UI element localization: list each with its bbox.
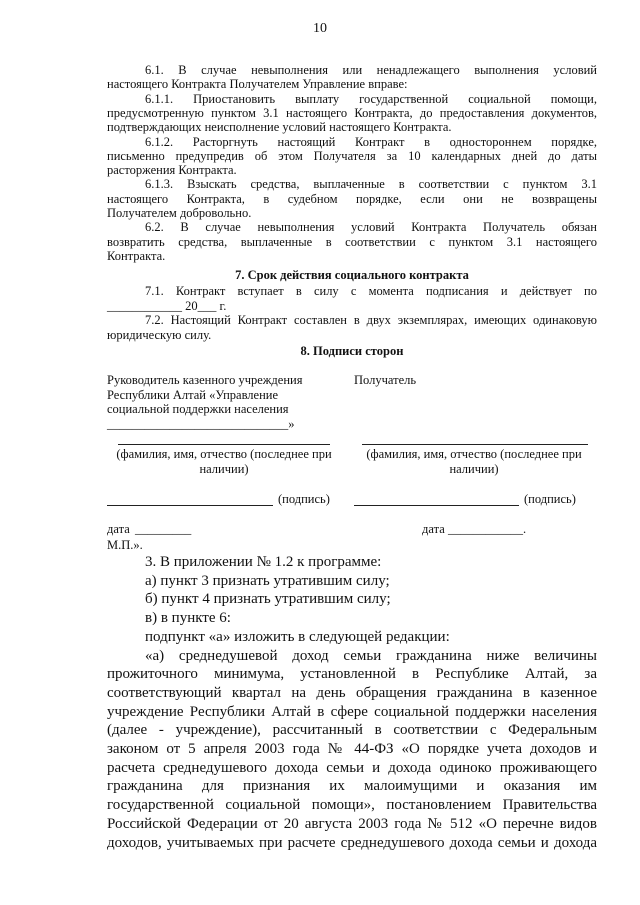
name-caption-line: (фамилия, имя, отчество (последнее при [366,447,582,461]
text-line: настоящего Контракта, в судебном порядке, если они не возвращены [107,191,597,206]
left-date-label: дата [107,522,130,536]
text-line: расчета среднедушевого дохода семьи и дохода одиноко проживающего [107,759,597,776]
right-date-label: дата [422,522,445,536]
name-caption-line: наличии) [449,461,499,476]
left-org-line: Республики Алтай «Управление [107,387,279,402]
text-line: возвратить средства, выплаченные в соответствии с пунктом 3.1 настоящего [107,234,597,249]
left-org-line: социальной поддержки населения [107,402,289,416]
text-line: расторжения Контракта. [107,163,237,178]
amendments-section [107,553,597,853]
contract-section-6 [107,63,597,263]
text-line: Получателем добровольно. [107,206,252,220]
text-line: настоящего Контракта Получателем Управление вправе: [107,77,408,92]
recipient-label [354,373,416,388]
recipient-label-text: Получатель [354,373,417,387]
text-line: письменно предупредив об этом Получателя за 10 календарных дней до даты [107,148,597,163]
text-line: в) в пункте 6: [145,610,231,627]
text-line: 6.1.1. Приостановить выплату государственной социальной помощи, [145,91,597,106]
left-name-caption [110,447,338,476]
text-line: доходов, учитываемых при расчете среднедушевого дохода семьи и дохода [107,834,597,851]
left-signatory-block [107,373,347,431]
left-signature-caption: (подпись) [278,492,330,506]
text-line: 7.2. Настоящий Контракт составлен в двух экземплярах, имеющих одинаковую [145,313,597,328]
text-line: государственной социальной помощи», постановлением Правительства [107,797,597,814]
left-date-blank: _________ [135,522,192,536]
text-line: 7.1. Контракт вступает в силу с момента подписания и действует по [145,284,597,298]
text-line: соответствующий квартал на день обращения гражданина в казенное [107,684,597,701]
text-line: прожиточного минимума, установленной в Республике Алтай, за [107,666,597,683]
name-caption-line: наличии) [199,461,249,476]
contract-section-7 [107,284,597,344]
text-line: 6.2. В случае невыполнения условий Контракта Получатель обязан [145,220,597,235]
text-line: юридическую силу. [107,327,212,342]
text-line: 6.1. В случае невыполнения или ненадлежащего выполнения условий [145,63,597,77]
text-line: учреждение Республики Алтай в сфере социальной поддержки населения [107,703,597,720]
left-name-line [118,444,330,445]
text-line: (далее - учреждение), рассчитанный в соответствии с Федеральным [107,722,597,739]
left-org-line: _____________________________» [107,416,295,431]
text-line: подпункт «а» изложить в следующей редакции: [145,628,450,645]
left-signature-line [107,505,273,506]
text-line: 6.1.2. Расторгнуть настоящий Контракт в одностороннем порядке, [145,134,597,149]
text-line: предусмотренную пунктом 3.1 настоящего Контракта, до предоставления документов, [107,105,597,120]
name-caption-line: (фамилия, имя, отчество (последнее при [116,447,332,461]
text-line: гражданина для признания их малоимущими и оказания им [107,778,597,795]
right-name-caption [358,447,590,476]
page-number: 10 [313,21,327,36]
text-line: «а) среднедушевой доход семьи гражданина ниже величины [145,647,597,664]
text-line: 6.1.3. Взыскать средства, выплаченные в соответствии с пунктом 3.1 [145,177,597,192]
section-7-title: 7. Срок действия социального контракта [235,268,469,282]
right-name-line [362,444,588,445]
text-line: Российской Федерации от 20 августа 2003 года № 512 «О перечне видов [107,815,597,832]
text-line: а) пункт 3 признать утратившим силу; [145,572,390,589]
right-signature-line [354,505,519,506]
right-signature-caption: (подпись) [524,492,576,506]
right-date-blank: ____________. [448,522,527,536]
left-org-line: Руководитель казенного учреждения [107,373,303,387]
text-line: подтверждающих неисполнение условий настоящего Контракта. [107,120,452,135]
text-line: ____________ 20___ г. [107,298,227,313]
text-line: законом от 5 апреля 2003 года № 44-ФЗ «О порядке учета доходов и [107,741,597,757]
text-line: 3. В приложении № 1.2 к программе: [145,554,382,570]
text-line: Контракта. [107,248,166,263]
section-8-title: 8. Подписи сторон [300,344,404,358]
stamp-label: М.П.». [107,538,143,552]
text-line: б) пункт 4 признать утратившим силу; [145,591,391,608]
